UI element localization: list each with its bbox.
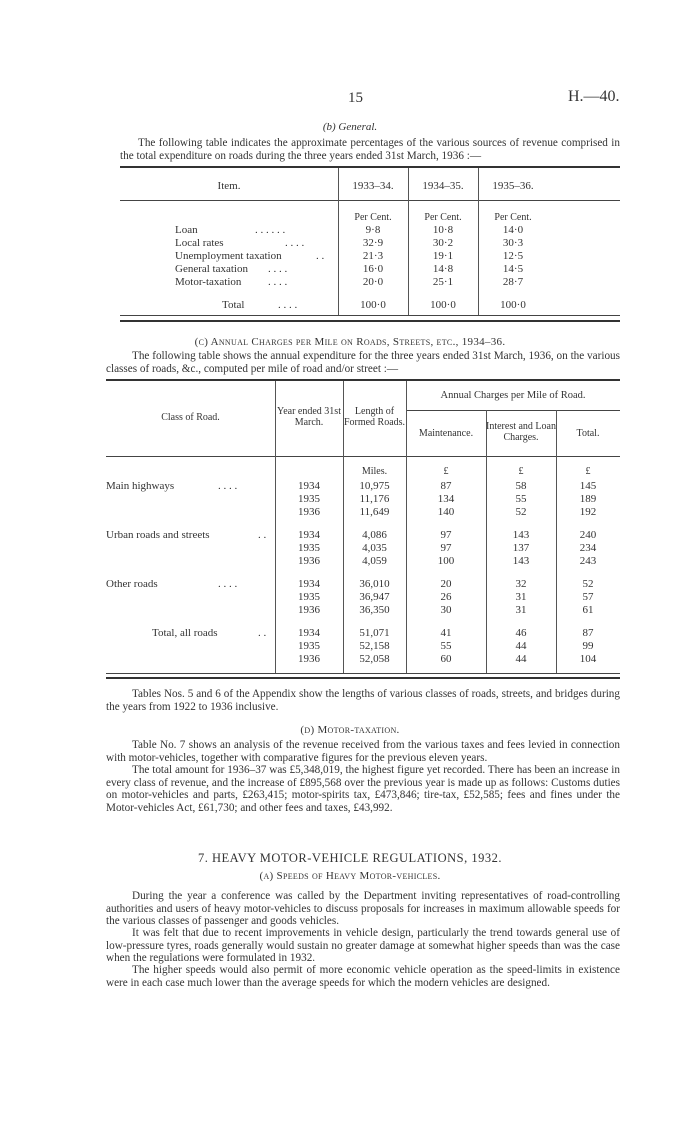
group-label: Urban roads and streets — [106, 529, 210, 541]
column-header: 1934–35. — [422, 180, 464, 192]
table-cell: 31 — [515, 591, 527, 603]
table-cell: 240 — [579, 529, 597, 541]
table-cell: 100 — [437, 555, 455, 567]
unit-label: £ — [585, 466, 591, 477]
table-rule — [120, 200, 620, 201]
table-cell: 11,176 — [359, 493, 390, 505]
row-label: Local rates — [175, 237, 224, 249]
table-cell: 16·0 — [362, 263, 384, 275]
table-cell: 21·3 — [362, 250, 384, 262]
table-cell: 36,010 — [359, 578, 390, 590]
table-cell: 4,059 — [362, 555, 387, 567]
unit-label: Miles. — [361, 466, 388, 477]
table-cell: 134 — [437, 493, 455, 505]
section-b-intro: The following table indicates the approximate percentages of the various sources of revenue comprised in the total expenditure on roads during the three years ended 31st March, 1936 :— — [120, 137, 620, 162]
section-c-heading: (c) Annual Charges per Mile on Roads, Streets, etc., 1934–36. — [194, 336, 506, 348]
table-cell: 9·8 — [365, 224, 381, 236]
table-cell: 55 — [440, 640, 452, 652]
table-cell: 31 — [515, 604, 527, 616]
column-header: Year ended 31st March. — [277, 406, 341, 428]
table-cell: 11,649 — [359, 506, 390, 518]
unit-label: Per Cent. — [354, 212, 392, 223]
table-cell: 99 — [582, 640, 594, 652]
table-cell: 12·5 — [502, 250, 524, 262]
table-cell: 20·0 — [362, 276, 384, 288]
unit-label: £ — [518, 466, 524, 477]
column-header: Total. — [576, 428, 600, 439]
table-cell: 143 — [512, 555, 530, 567]
row-label: Motor-taxation — [175, 276, 242, 288]
table-rule — [106, 677, 620, 679]
table-cell: 243 — [579, 555, 597, 567]
table-cell: 30 — [440, 604, 452, 616]
table-cell: 4,086 — [362, 529, 387, 541]
table-cell: 140 — [437, 506, 455, 518]
leader-dots: . . . . . . — [255, 224, 286, 236]
unit-label: Per Cent. — [494, 212, 532, 223]
table-cell: 52,058 — [359, 653, 390, 665]
table-cell: 4,035 — [362, 542, 387, 554]
leader-dots: . . — [316, 250, 325, 262]
table-cell: 28·7 — [502, 276, 524, 288]
column-header: Class of Road. — [161, 412, 220, 423]
table-cell: 234 — [579, 542, 597, 554]
table-cell: 1936 — [298, 604, 320, 616]
table-cell: 1934 — [298, 480, 320, 492]
table-cell: 57 — [582, 591, 594, 603]
section-d-heading: (d) Motor-taxation. — [300, 724, 400, 736]
column-header: Item. — [217, 180, 241, 192]
table-cell: 1935 — [298, 591, 320, 603]
table-cell: 137 — [512, 542, 530, 554]
table-cell: 100·0 — [500, 299, 526, 311]
section-7-paragraph: The higher speeds would also permit of more economic vehicle operation as the speed-limits in existence were in each case much lower than the average speeds for which the modern vehicles are designed. — [106, 964, 620, 989]
table-cell: 14·5 — [502, 263, 524, 275]
table-rule — [106, 673, 620, 674]
table-cell: 51,071 — [359, 627, 390, 639]
section-7-heading: 7. HEAVY MOTOR-VEHICLE REGULATIONS, 1932. — [198, 851, 502, 865]
table-cell: 87 — [440, 480, 452, 492]
unit-label: Per Cent. — [424, 212, 462, 223]
table-cell: 46 — [515, 627, 527, 639]
table-rule — [120, 315, 620, 316]
column-header: 1935–36. — [492, 180, 534, 192]
table-cell: 1936 — [298, 506, 320, 518]
section-b-heading: (b) General. — [322, 121, 378, 133]
table-cell: 52,158 — [359, 640, 390, 652]
section-7-paragraph: It was felt that due to recent improvements in vehicle design, particularly the trend towards general use of low-pressure tyres, roads generally would sustain no greater damage at somewhat higher speeds than was the case when the regulations were formulated in 1932. — [106, 927, 620, 964]
total-label: Total — [222, 299, 245, 311]
row-label: General taxation — [175, 263, 248, 275]
table-cell: 1935 — [298, 542, 320, 554]
table-cell: 1936 — [298, 653, 320, 665]
table-cell: 52 — [515, 506, 527, 518]
column-group-header: Annual Charges per Mile of Road. — [440, 390, 586, 401]
table-cell: 1936 — [298, 555, 320, 567]
leader-dots: . . . . — [278, 299, 298, 311]
appendix-note: Tables Nos. 5 and 6 of the Appendix show the lengths of various classes of roads, streets, and bridges during the years from 1922 to 1936 inclusive. — [106, 688, 620, 713]
table-cell: 10·8 — [432, 224, 454, 236]
column-header: Maintenance. — [418, 428, 474, 439]
leader-dots: . . — [258, 627, 267, 639]
table-cell: 10,975 — [359, 480, 390, 492]
table-cell: 30·2 — [432, 237, 454, 249]
table-cell: 41 — [440, 627, 452, 639]
table-cell: 19·1 — [432, 250, 454, 262]
table-cell: 60 — [440, 653, 452, 665]
table-cell: 87 — [582, 627, 594, 639]
table-rule — [106, 456, 620, 457]
table-cell: 36,947 — [359, 591, 390, 603]
table-cell: 26 — [440, 591, 452, 603]
table-cell: 58 — [515, 480, 527, 492]
table-cell: 1934 — [298, 529, 320, 541]
table-cell: 192 — [579, 506, 597, 518]
group-label: Main highways — [106, 480, 175, 492]
column-header: Length of Formed Roads. — [343, 406, 406, 428]
table-rule — [106, 379, 620, 381]
column-header: 1933–34. — [352, 180, 394, 192]
table-cell: 25·1 — [432, 276, 454, 288]
table-cell: 32 — [515, 578, 527, 590]
leader-dots: . . . . — [285, 237, 305, 249]
leader-dots: . . . . — [268, 276, 288, 288]
table-cell: 1935 — [298, 493, 320, 505]
table-cell: 14·8 — [432, 263, 454, 275]
row-label: Unemployment taxation — [175, 250, 282, 262]
table-cell: 100·0 — [360, 299, 386, 311]
group-label: Total, all roads — [152, 627, 218, 639]
section-d-paragraph: The total amount for 1936–37 was £5,348,019, the highest figure yet recorded. There has been an increase in every class of revenue, and the increase of £895,568 over the previous year is made up as follows: Customs duties on motor-vehicles and parts, £263,415; motor-spirits tax, £473,846; tire-tax, £52,585; fees and fines under the Motor-vehicles Act, £61,730; and other fees and taxes, £43,992. — [106, 764, 620, 814]
leader-dots: . . . . — [268, 263, 288, 275]
document-reference: H.—40. — [568, 88, 620, 105]
table-cell: 189 — [579, 493, 597, 505]
table-cell: 1934 — [298, 627, 320, 639]
table-cell: 145 — [579, 480, 597, 492]
table-cell: 143 — [512, 529, 530, 541]
table-cell: 36,350 — [359, 604, 390, 616]
table-cell: 52 — [582, 578, 594, 590]
table-rule — [406, 410, 620, 411]
table-rule — [120, 320, 620, 322]
row-label: Loan — [175, 224, 198, 236]
table-cell: 32·9 — [362, 237, 384, 249]
column-header: Interest and Loan Charges. — [486, 421, 556, 443]
table-cell: 100·0 — [430, 299, 456, 311]
section-c-intro: The following table shows the annual expenditure for the three years ended 31st March, 1936, on the various classes of roads, &c., computed per mile of road and/or street :— — [106, 350, 620, 375]
table-cell: 14·0 — [502, 224, 524, 236]
leader-dots: . . . . — [218, 578, 238, 590]
table-cell: 20 — [440, 578, 452, 590]
table-cell: 1934 — [298, 578, 320, 590]
table-cell: 44 — [515, 653, 527, 665]
group-label: Other roads — [106, 578, 158, 590]
table-cell: 55 — [515, 493, 527, 505]
section-7-paragraph: During the year a conference was called by the Department inviting representatives of road-controlling authorities and users of heavy motor-vehicles to discuss proposals for increases in maximum allowable speeds for the various classes of passenger and goods vehicles. — [106, 890, 620, 927]
section-d-paragraph: Table No. 7 shows an analysis of the revenue received from the various taxes and fees levied in connection with motor-vehicles, together with comparative figures for the previous eleven years. — [106, 739, 620, 764]
table-cell: 104 — [579, 653, 597, 665]
page-number: 15 — [348, 90, 363, 106]
table-cell: 97 — [440, 542, 452, 554]
table-cell: 61 — [582, 604, 594, 616]
table-cell: 97 — [440, 529, 452, 541]
table-cell: 1935 — [298, 640, 320, 652]
table-cell: 44 — [515, 640, 527, 652]
table-rule — [120, 166, 620, 168]
leader-dots: . . — [258, 529, 267, 541]
section-7-subheading: (a) Speeds of Heavy Motor-vehicles. — [259, 870, 441, 882]
leader-dots: . . . . — [218, 480, 238, 492]
table-cell: 30·3 — [502, 237, 524, 249]
unit-label: £ — [443, 466, 449, 477]
